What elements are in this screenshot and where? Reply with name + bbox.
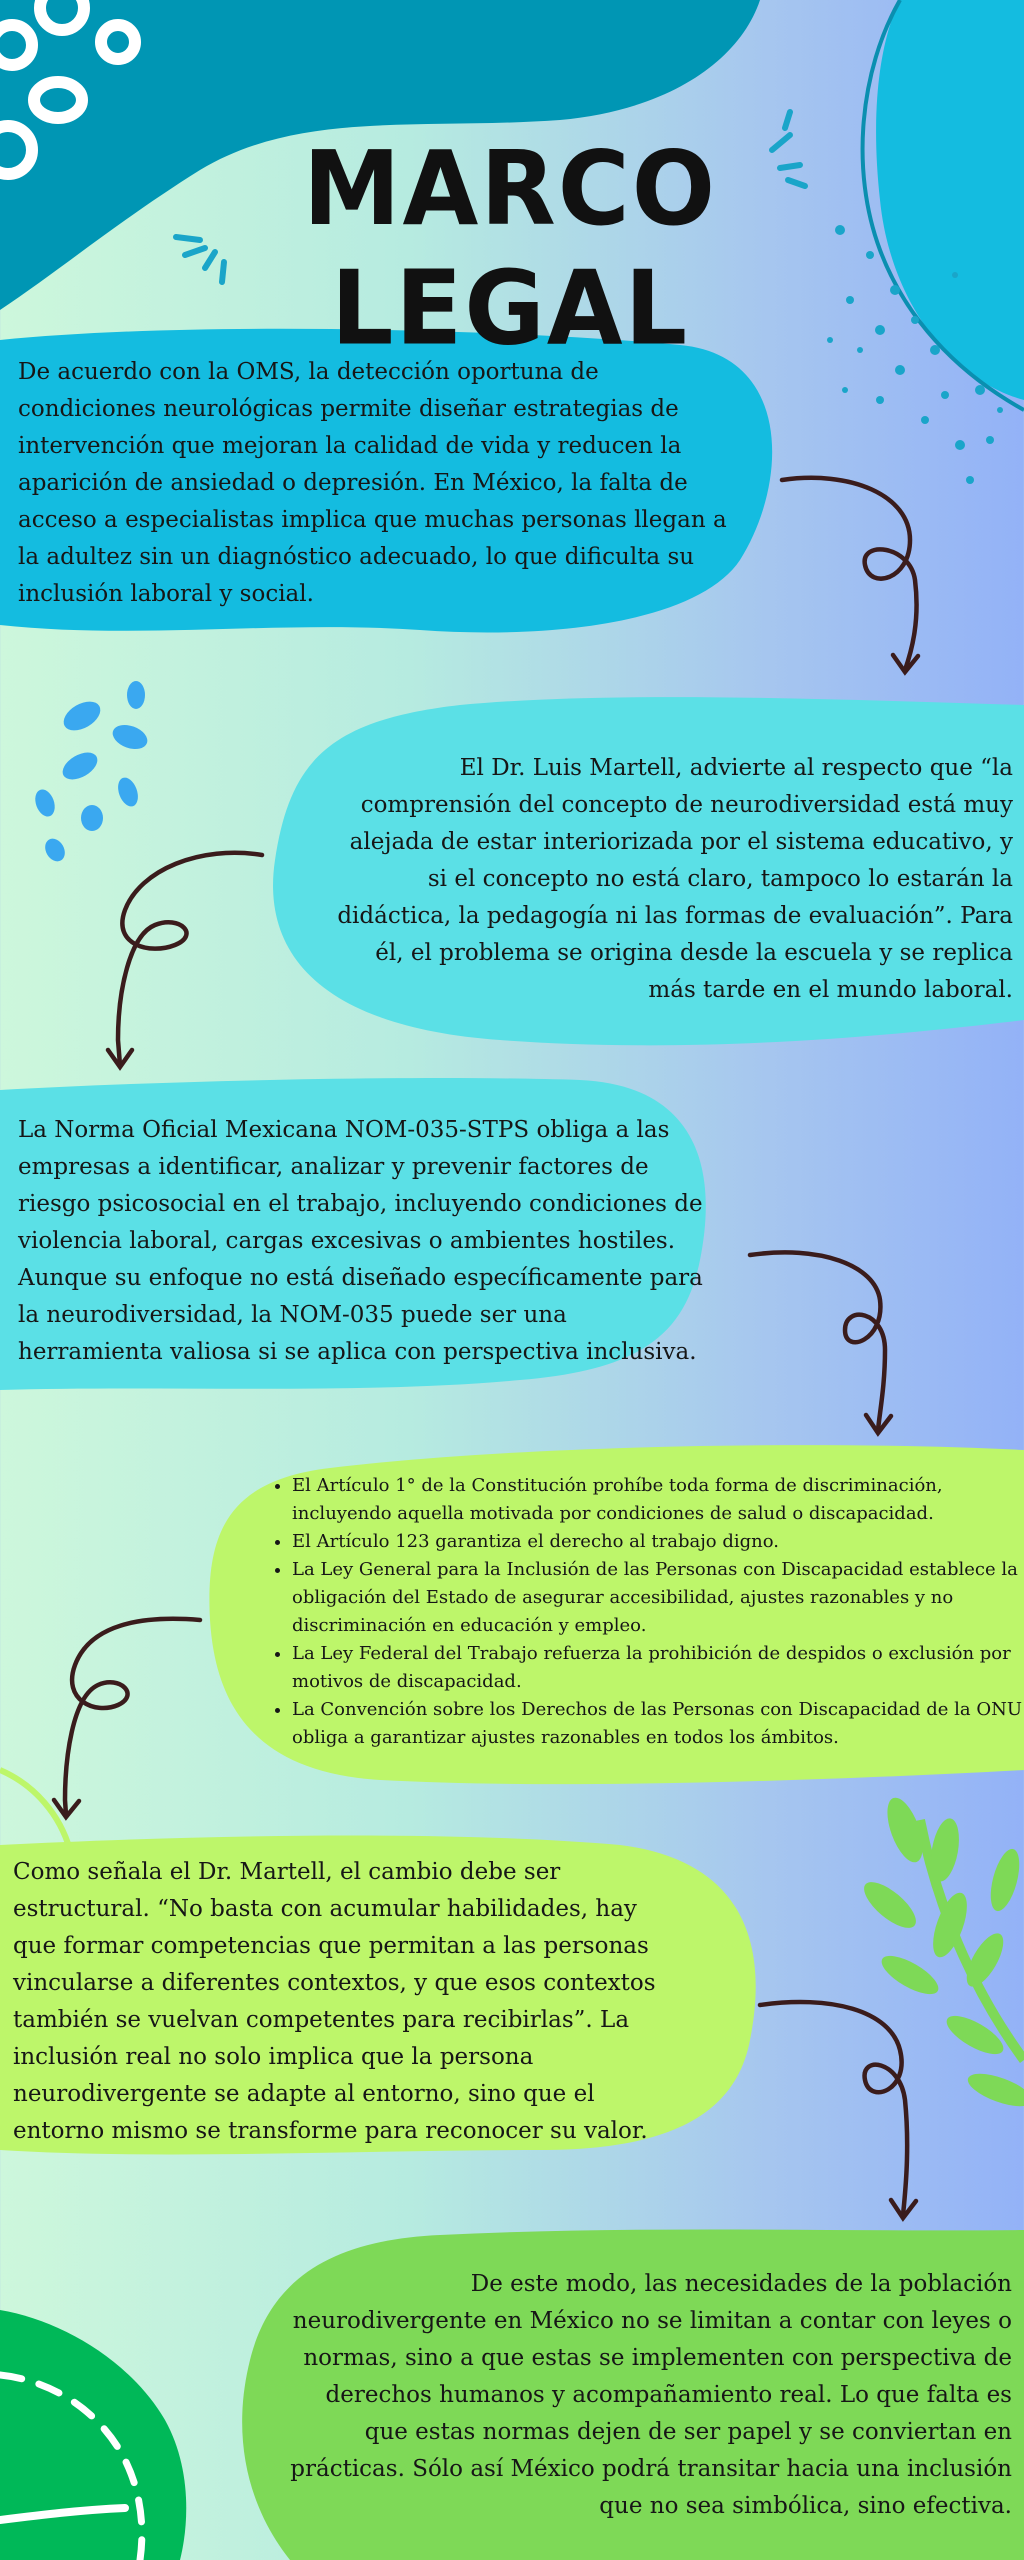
list-item: • El Artículo 1° de la Constitución prohíbe toda forma de discriminación, incluyendo aquella motivada por condiciones de salud o discapacidad. [292,1472,1024,1528]
list-item: • La Convención sobre los Derechos de las Personas con Discapacidad de la ONU obliga a garantizar ajustes razonables en todos los ámbitos. [292,1696,1024,1752]
top-right-blob [876,0,1024,400]
paragraph-nom: La Norma Oficial Mexicana NOM-035-STPS obliga a las empresas a identificar, analizar y prevenir factores de riesgo psicosocial en el trabajo, incluyendo condiciones de violencia laboral, cargas excesivas o ambientes hostiles. Aunque su enfoque no está diseñado específicamente para la neurodiversidad, la NOM-035 puede ser una herramienta valiosa si se aplica con perspectiva inclusiva. [18,1117,703,1365]
list-item: • El Artículo 123 garantiza el derecho al trabajo digno. [292,1528,1024,1556]
bottom-left-blob [0,2310,186,2560]
arrow-3 [750,1252,885,1430]
paragraph-conclusion: De este modo, las necesidades de la población neurodivergente en México no se limitan a contar con leyes o normas, sino a que estas se implementen con perspectiva de derechos humanos y acompañamiento real. Lo que falta es que estas normas dejen de ser papel y se conviertan en prácticas. Sólo así México podrá transitar hacia una inclusión que no sea simbólica, sino efectiva. [290,2271,1012,2519]
arrow-4 [65,1619,200,1815]
arrow-1 [782,478,917,670]
page-title: MARCO LEGAL [302,129,718,369]
list-item: • La Ley Federal del Trabajo refuerza la prohibición de despidos o exclusión por motivos de discapacidad. [292,1640,1024,1696]
paragraph-estructural: Como señala el Dr. Martell, el cambio debe ser estructural. “No basta con acumular habilidades, hay que formar competencias que permitan a las personas vincularse a diferentes contextos, y que esos contextos también se vuelvan competentes para recibirlas”. La inclusión real no solo implica que la persona neurodivergente se adapte al entorno, sino que el entorno mismo se transforme para reconocer su valor. [13,1859,656,2144]
paragraph-oms: De acuerdo con la OMS, la detección oportuna de condiciones neurológicas permite diseñar estrategias de intervención que mejoran la calidad de vida y reducen la aparición de ansiedad o depresión. En México, la falta de acceso a especialistas implica que muchas personas llegan a la adultez sin un diagnóstico adecuado, lo que dificulta su inclusión laboral y social. [18,359,727,607]
arrow-2 [118,853,262,1065]
list-item: • La Ley General para la Inclusión de las Personas con Discapacidad establece la obligación del Estado de asegurar accesibilidad, ajustes razonables y no discriminación en educación y empleo. [292,1556,1024,1640]
legal-framework-list [258,1472,1024,1752]
arrow-5 [760,2002,907,2215]
blue-petals-decoration [32,681,151,865]
paragraph-martell: El Dr. Luis Martell, advierte al respecto que “la comprensión del concepto de neurodiversidad está muy alejada de estar interiorizada por el sistema educativo, y si el concepto no está claro, tampoco lo estarán la didáctica, la pedagogía ni las formas de evaluación”. Para él, el problema se origina desde la escuela y se replica más tarde en el mundo laboral. [337,755,1013,1003]
